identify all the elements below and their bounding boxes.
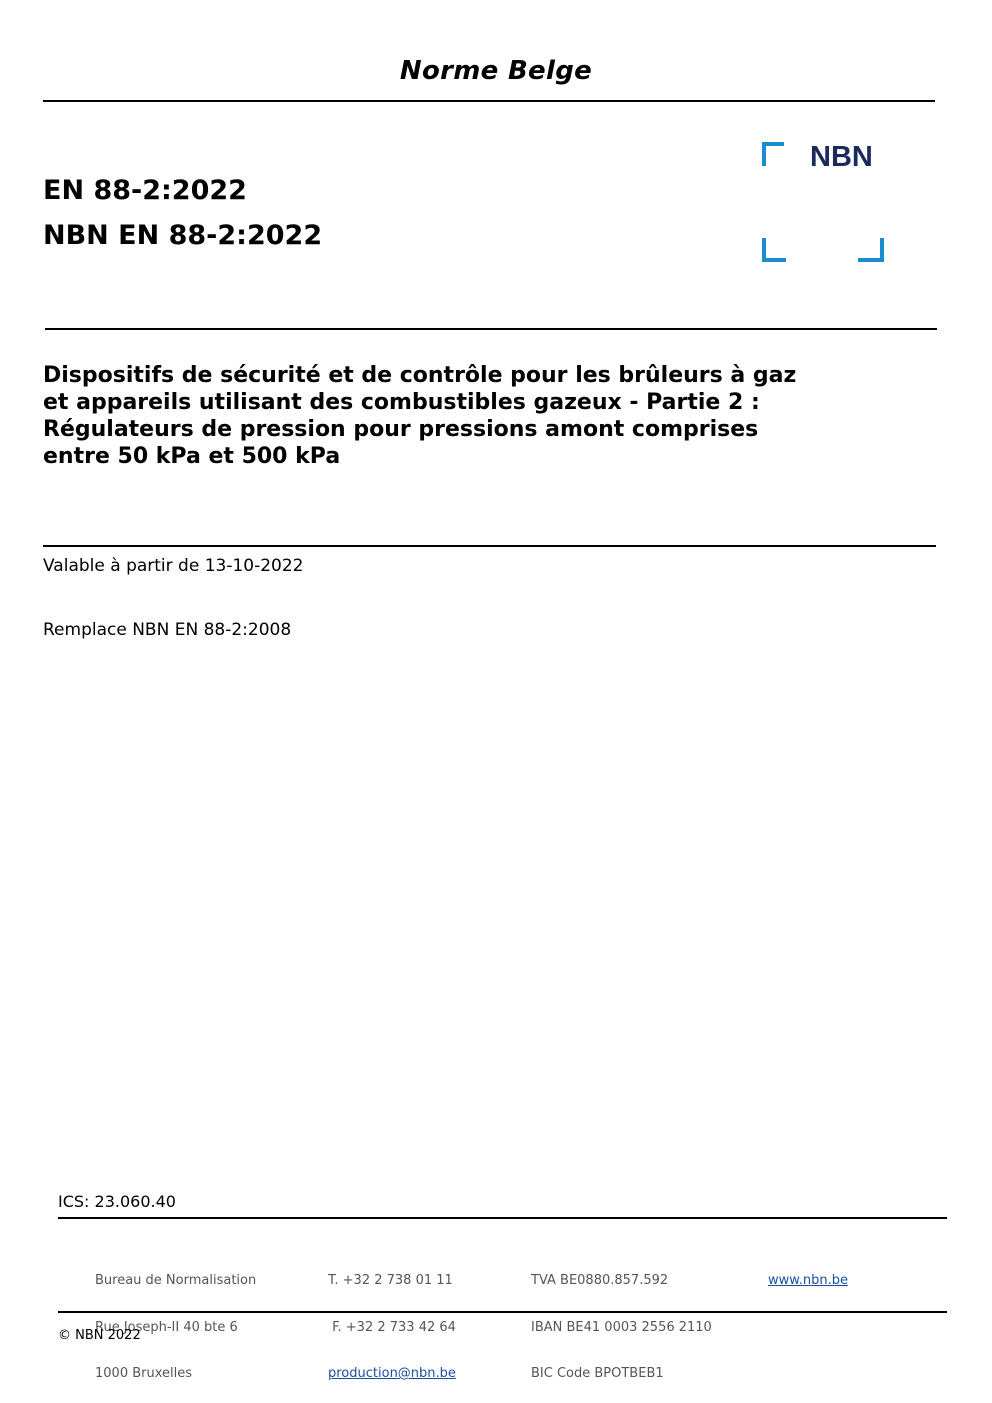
fax-number: F. +32 2 733 42 64 — [328, 1319, 456, 1335]
document-title — [43, 362, 893, 470]
title-line: et appareils utilisant des combustibles gazeux - Partie 2 : — [43, 390, 760, 415]
nbn-logo — [762, 142, 884, 262]
website-link[interactable]: www.nbn.be — [768, 1273, 848, 1288]
footer-contact — [328, 1242, 456, 1397]
divider — [58, 1217, 947, 1219]
logo-text: NBN — [810, 142, 873, 173]
copyright-notice: © NBN 2022 — [58, 1328, 141, 1343]
email-link[interactable]: production@nbn.be — [328, 1366, 456, 1381]
validity-date: Valable à partir de 13-10-2022 — [43, 556, 304, 576]
divider — [45, 328, 937, 330]
footer-web — [768, 1242, 848, 1304]
iban-number: IBAN BE41 0003 2556 2110 — [531, 1319, 712, 1335]
title-line: Dispositifs de sécurité et de contrôle pour les brûleurs à gaz — [43, 363, 797, 388]
ics-code: ICS: 23.060.40 — [58, 1192, 176, 1211]
footer-banking — [531, 1242, 712, 1397]
divider — [43, 100, 935, 102]
document-type-heading: Norme Belge — [399, 56, 593, 86]
standard-code-nbn: NBN EN 88-2:2022 — [43, 220, 323, 251]
title-line: Régulateurs de pression pour pressions amont comprises — [43, 417, 759, 442]
address-line: Rue Joseph-II 40 bte 6 — [95, 1319, 238, 1335]
replaces-standard: Remplace NBN EN 88-2:2008 — [43, 620, 292, 640]
phone-number: T. +32 2 738 01 11 — [328, 1273, 453, 1288]
bic-code: BIC Code BPOTBEB1 — [531, 1366, 664, 1381]
address-line: Bureau de Normalisation — [95, 1273, 257, 1288]
title-line: entre 50 kPa et 500 kPa — [43, 444, 341, 469]
standard-code-en: EN 88-2:2022 — [43, 175, 247, 206]
footer-address — [95, 1242, 256, 1397]
divider — [58, 1311, 947, 1313]
vat-number: TVA BE0880.857.592 — [531, 1273, 669, 1288]
address-line: 1000 Bruxelles — [95, 1366, 193, 1381]
divider — [43, 545, 936, 547]
